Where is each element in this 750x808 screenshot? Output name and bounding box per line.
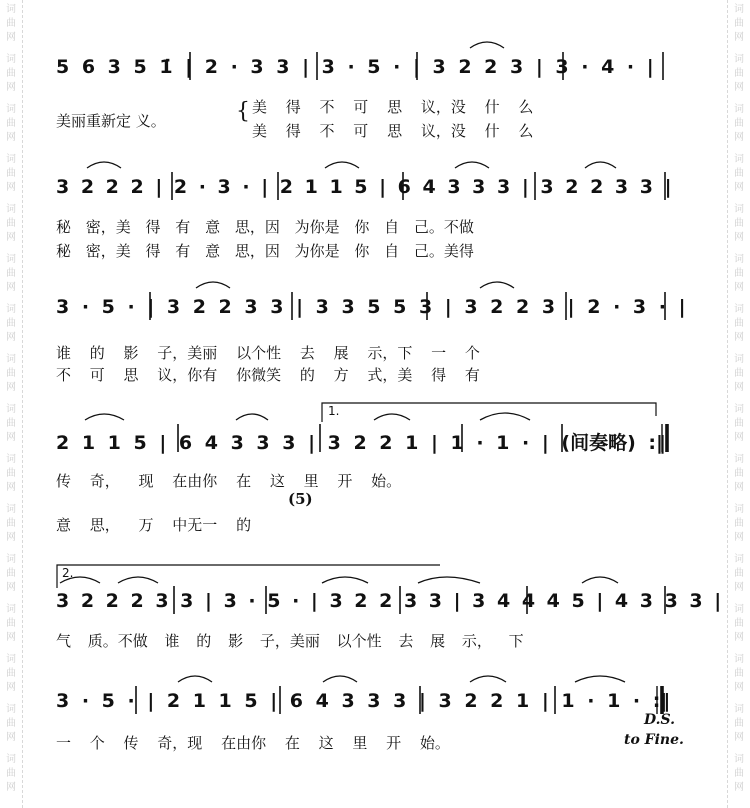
watermark-glyph: 曲 (6, 268, 16, 279)
staff4-volta-bracket (322, 403, 656, 422)
watermark-glyph: 词 (734, 354, 744, 365)
watermark-glyph: 词 (734, 454, 744, 465)
watermark-glyph: 网 (6, 332, 16, 343)
watermark-glyph: 曲 (734, 718, 744, 729)
watermark-glyph: 曲 (734, 268, 744, 279)
watermark-glyph: 词 (734, 754, 744, 765)
staff5-lyric-1: 气 质。不做 谁 的 影 子，美丽 以个性 去 展 示， 下 (56, 632, 524, 650)
staff4-alt-note: (5) (288, 490, 313, 508)
staff2-lyric-1: 秘 密，美 得 有 意 思，因 为你是 你 自 己。不做 (56, 218, 474, 236)
watermark-glyph: 网 (734, 82, 744, 93)
watermark-glyph: 网 (6, 132, 16, 143)
volta-1-label: 1. (328, 404, 340, 418)
watermark-glyph: 曲 (6, 568, 16, 579)
watermark-glyph: 曲 (6, 768, 16, 779)
watermark-glyph: 曲 (6, 168, 16, 179)
watermark-glyph: 词 (6, 504, 16, 515)
watermark-glyph: 网 (734, 332, 744, 343)
watermark-glyph: 曲 (6, 668, 16, 679)
watermark-glyph: 曲 (6, 68, 16, 79)
ds-marking: D.S. (644, 712, 676, 728)
staff2-notes: 3 2 2 2 | 2 · 3 · | 2 1 1 5 | 6 4 3 3 3 | 3 2 2 3 3 | (56, 176, 672, 198)
watermark-glyph: 曲 (734, 618, 744, 629)
staff1-lyric-b2: 美 得 不 可 思 议，没 什 么 (252, 122, 534, 140)
watermark-glyph: 词 (734, 154, 744, 165)
watermark-glyph: 网 (734, 132, 744, 143)
watermark-glyph: 网 (6, 582, 16, 593)
volta-2-label: 2. (62, 566, 74, 580)
staff3-notes: 3 · 5 · | 3 2 2 3 3 | 3 3 5 5 3 | 3 2 2 3 | 2 · 3 · | (56, 296, 686, 318)
watermark-glyph: 曲 (734, 18, 744, 29)
watermark-glyph: 词 (734, 704, 744, 715)
watermark-glyph: 词 (734, 104, 744, 115)
staff1-ties (470, 42, 504, 48)
watermark-glyph: 曲 (6, 718, 16, 729)
watermark-glyph: 词 (6, 154, 16, 165)
watermark-glyph: 网 (6, 232, 16, 243)
staff5-volta-bracket (57, 565, 440, 588)
watermark-glyph: 曲 (6, 468, 16, 479)
watermark-glyph: 词 (6, 254, 16, 265)
watermark-glyph: 网 (6, 82, 16, 93)
watermark-glyph: 词 (6, 104, 16, 115)
staff6-lyric-1: 一 个 传 奇，现 在由你 在 这 里 开 始。 (56, 734, 450, 752)
watermark-glyph: 曲 (734, 568, 744, 579)
watermark-glyph: 网 (734, 632, 744, 643)
staff1-notes: 5 6 3 5 1̇ | 2 · 3 3 | 3 · 5 · | 3 2 2 3 | 3 · 4 · | (56, 56, 654, 78)
staff2-lyric-2: 秘 密，美 得 有 意 思，因 为你是 你 自 己。美得 (56, 242, 474, 260)
watermark-glyph: 曲 (734, 218, 744, 229)
watermark-glyph: 词 (6, 404, 16, 415)
watermark-glyph: 网 (6, 632, 16, 643)
watermark-glyph: 曲 (6, 318, 16, 329)
staff6-notes: 3 · 5 · | 2 1 1 5 | 6 4 3 3 3 | 3 2 2 1 | 1 · 1 · :‖ (56, 690, 670, 712)
watermark-glyph: 网 (6, 782, 16, 793)
staff3-ties (196, 282, 514, 288)
watermark-glyph: 词 (6, 54, 16, 65)
staff3-lyric-1: 谁 的 影 子，美丽 以个性 去 展 示，下 一 个 (56, 344, 480, 362)
watermark-glyph: 网 (6, 282, 16, 293)
watermark-glyph: 网 (6, 682, 16, 693)
staff4-notes: 2 1 1 5 | 6 4 3 3 3 | 3 2 2 1 | 1 · 1 · | (间奏略) :‖ (56, 432, 666, 454)
watermark-glyph: 曲 (734, 168, 744, 179)
staff5-notes: 3 2 2 2 3 3 | 3 · 5 · | 3 2 2 3 3 | 3 4 4 4 5 | 4 3 3 3 | (56, 590, 722, 612)
watermark-glyph: 曲 (734, 418, 744, 429)
brace: { (236, 99, 250, 124)
watermark-glyph: 网 (734, 32, 744, 43)
watermark-glyph: 词 (6, 704, 16, 715)
watermark-glyph: 曲 (734, 668, 744, 679)
watermark-glyph: 曲 (6, 218, 16, 229)
staff6-ties (178, 676, 625, 682)
watermark-glyph: 曲 (734, 368, 744, 379)
watermark-glyph: 词 (734, 404, 744, 415)
watermark-glyph: 网 (734, 732, 744, 743)
watermark-glyph: 词 (734, 254, 744, 265)
watermark-glyph: 网 (734, 582, 744, 593)
staff2-ties (87, 162, 616, 168)
watermark-glyph: 词 (6, 754, 16, 765)
watermark-glyph: 曲 (6, 118, 16, 129)
watermark-glyph: 曲 (734, 768, 744, 779)
watermark-glyph: 网 (6, 482, 16, 493)
to-fine-marking: to Fine. (624, 732, 684, 748)
watermark-glyph: 词 (734, 4, 744, 15)
staff5-ties (60, 577, 618, 583)
watermark-glyph: 曲 (734, 118, 744, 129)
watermark-glyph: 网 (6, 432, 16, 443)
watermark-glyph: 网 (6, 732, 16, 743)
staff4-lyric-1: 传 奇， 现 在由你 在 这 里 开 始。 (56, 472, 402, 490)
watermark-glyph: 曲 (734, 468, 744, 479)
watermark-glyph: 词 (6, 604, 16, 615)
watermark-glyph: 词 (734, 204, 744, 215)
watermark-glyph: 网 (734, 482, 744, 493)
watermark-glyph: 词 (734, 654, 744, 665)
watermark-glyph: 网 (6, 182, 16, 193)
watermark-glyph: 词 (734, 54, 744, 65)
watermark-glyph: 词 (6, 354, 16, 365)
watermark-glyph: 曲 (734, 518, 744, 529)
watermark-glyph: 曲 (734, 68, 744, 79)
watermark-glyph: 曲 (6, 418, 16, 429)
watermark-glyph: 词 (6, 554, 16, 565)
watermark-glyph: 网 (734, 432, 744, 443)
watermark-glyph: 曲 (6, 518, 16, 529)
watermark-glyph: 词 (734, 604, 744, 615)
watermark-glyph: 词 (734, 554, 744, 565)
watermark-glyph: 网 (734, 532, 744, 543)
staff1-lyric-b1: 美 得 不 可 思 议，没 什 么 (252, 98, 534, 116)
watermark-glyph: 曲 (734, 318, 744, 329)
watermark-glyph: 词 (6, 454, 16, 465)
watermark-glyph: 网 (734, 382, 744, 393)
staff1-lyric-a: 美丽重新定 义。 (56, 112, 166, 130)
watermark-glyph: 网 (734, 782, 744, 793)
watermark-glyph: 曲 (6, 618, 16, 629)
watermark-glyph: 词 (6, 4, 16, 15)
staff4-lyric-2: 意 思， 万 中无一 的 (56, 516, 252, 534)
watermark-glyph: 网 (6, 532, 16, 543)
staff3-lyric-2: 不 可 思 议，你有 你微笑 的 方 式，美 得 有 (56, 366, 480, 384)
watermark-glyph: 网 (734, 282, 744, 293)
watermark-glyph: 词 (734, 304, 744, 315)
watermark-glyph: 网 (6, 32, 16, 43)
watermark-glyph: 词 (6, 204, 16, 215)
staff4-ties (85, 413, 530, 420)
watermark-glyph: 词 (6, 304, 16, 315)
watermark-glyph: 网 (734, 682, 744, 693)
watermark-glyph: 曲 (6, 18, 16, 29)
watermark-glyph: 网 (734, 182, 744, 193)
watermark-glyph: 网 (6, 382, 16, 393)
watermark-glyph: 网 (734, 232, 744, 243)
watermark-glyph: 词 (734, 504, 744, 515)
watermark-glyph: 词 (6, 654, 16, 665)
watermark-glyph: 曲 (6, 368, 16, 379)
